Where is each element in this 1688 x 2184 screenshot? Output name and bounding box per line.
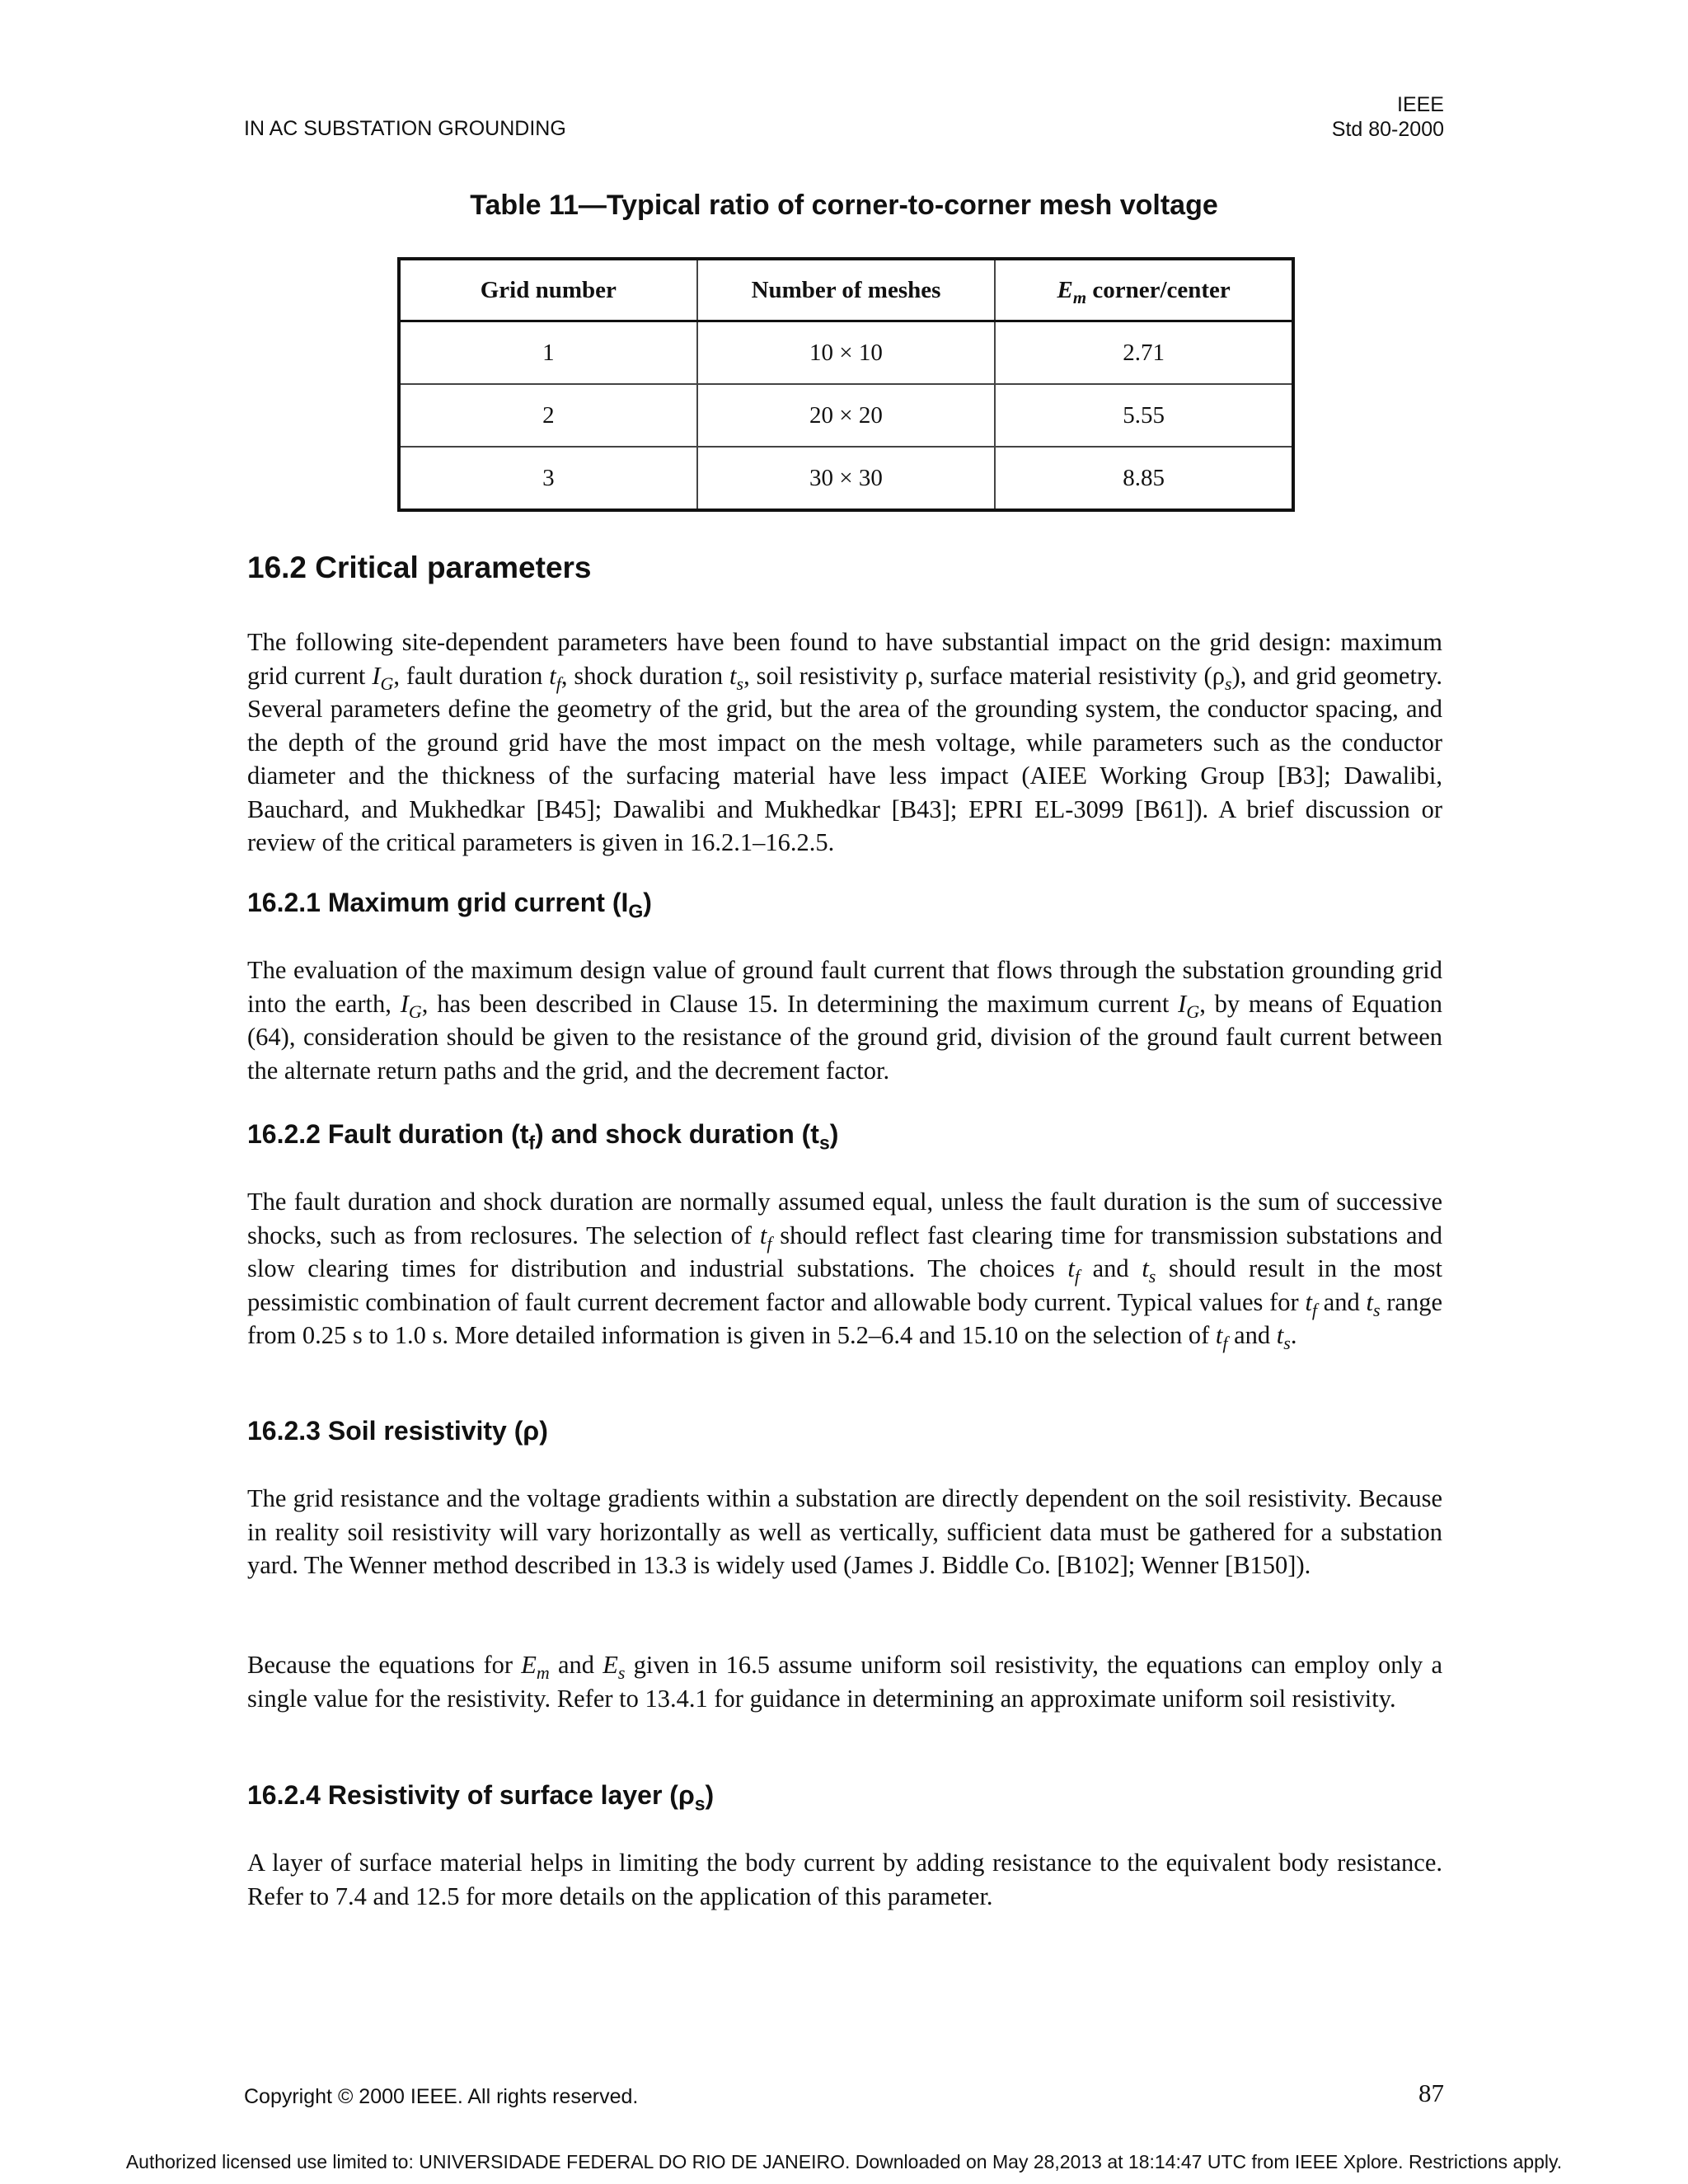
table-cell: 2	[399, 384, 697, 447]
table-row	[399, 447, 1293, 510]
table-row	[399, 321, 1293, 385]
section-16-2-4-body	[247, 1846, 1442, 1913]
table-caption: Table 11—Typical ratio of corner-to-corner mesh voltage	[470, 190, 1218, 221]
section-title: 16.2.2 Fault duration $(t_f)$ and shock duration $(t_s)$	[247, 1119, 839, 1154]
section-16-2-2-body	[247, 1185, 1442, 1352]
license-notice: Authorized licensed use limited to: UNIVERSIDADE FEDERAL DO RIO DE JANEIRO. Downloaded on May 28,2013 at 18:14:47 UTC from IEEE Xplore. Restrictions apply.	[125, 2151, 1563, 2172]
col-header-em-ratio	[995, 259, 1293, 321]
table-cell: 10 × 10	[697, 321, 996, 385]
page-number: 87	[1418, 2079, 1444, 2107]
section-16-2	[247, 551, 1442, 585]
em-subscript: m	[1072, 287, 1087, 307]
em-symbol: E	[1057, 276, 1073, 303]
section-16-2-2	[247, 1119, 1442, 1154]
table-cell: 8.85	[995, 447, 1293, 510]
footer-copyright: Copyright © 2000 IEEE. All rights reserved.	[244, 2085, 639, 2108]
section-16-2-3-body-2	[247, 1648, 1442, 1715]
table-cell: 2.71	[995, 321, 1293, 385]
col-header-grid-number: Grid number	[399, 259, 697, 321]
paragraph: A layer of surface material helps in limiting the body current by adding resistance to the equivalent body resistance. Refer to 7.4 and 12.5 for more details on the application of this parameter.	[247, 1849, 1442, 1910]
table-cell: 1	[399, 321, 697, 385]
section-16-2-1-body	[247, 954, 1442, 1087]
section-title: 16.2 Critical parameters	[247, 551, 592, 584]
table-cell: 5.55	[995, 384, 1293, 447]
section-title: 16.2.1 Maximum grid current $(I_G)$	[247, 888, 652, 922]
table-row	[399, 384, 1293, 447]
header-std-number: Std 80-2000	[1331, 118, 1444, 141]
section-title: 16.2.4 Resistivity of surface layer $(\rho_s)$	[247, 1780, 715, 1815]
section-16-2-body	[247, 626, 1442, 860]
section-16-2-4	[247, 1780, 1442, 1815]
section-16-2-3	[247, 1416, 1442, 1446]
paragraph: The following site-dependent parameters have been found to have substantial impact on the grid design: maximum grid current $I_G$, fault duration $t_f$, shock duration $t_s$, soil resistivity ρ, surface material resistivity $(\rho_s)$, and grid geometry. Several parameters define the geometry of the grid, but the area of the grounding system, the conductor spacing, and the depth of the ground grid have the most impact on the mesh voltage, while parameters such as the conductor diameter and the thickness of the surfacing material have less impact (AIEE Working Group [B3]; Dawalibi, Bauchard, and Mukhedkar [B45]; Dawalibi and Mukhedkar [B43]; EPRI EL-3099 [B61]). A brief discussion or review of the critical parameters is given in 16.2.1–16.2.5.	[247, 628, 1442, 856]
table-cell: 30 × 30	[697, 447, 996, 510]
running-header-title: IN AC SUBSTATION GROUNDING	[244, 117, 566, 140]
section-16-2-3-body	[247, 1482, 1442, 1582]
paragraph: The grid resistance and the voltage gradients within a substation are directly dependent on the soil resistivity. Because in reality soil resistivity will vary horizontally as well as vertically, sufficient data must be gathered for a substation yard. The Wenner method described in 13.3 is widely used (James J. Biddle Co. [B102]; Wenner [B150]).	[247, 1484, 1442, 1579]
col-header-number-of-meshes: Number of meshes	[697, 259, 996, 321]
table-cell: 20 × 20	[697, 384, 996, 447]
col-header-em-label: corner/center	[1092, 276, 1231, 303]
section-title: 16.2.3 Soil resistivity (ρ)	[247, 1416, 548, 1446]
section-16-2-1	[247, 888, 1442, 922]
table-header-row	[399, 259, 1293, 321]
paragraph: The fault duration and shock duration are normally assumed equal, unless the fault duration is the sum of successive shocks, such as from reclosures. The selection of $t_f$ should reflect fast clearing time for transmission substations and slow clearing times for distribution and industrial substations. The choices $t_f$ and $t_s$ should result in the most pessimistic combination of fault current decrement factor and allowable body current. Typical values for $t_f$ and $t_s$ range from 0.25 s to 1.0 s. More detailed information is given in 5.2–6.4 and 15.10 on the selection of $t_f$ and $t_s$.	[247, 1188, 1442, 1354]
running-header-standard	[1332, 92, 1444, 142]
mesh-voltage-table	[397, 257, 1295, 512]
header-ieee: IEEE	[1397, 93, 1444, 116]
paragraph: Because the equations for $E_m$ and $E_s$ given in 16.5 assume uniform soil resistivity, the equations can employ only a single value for the resistivity. Refer to 13.4.1 for guidance in determining an approximate uniform soil resistivity.	[247, 1651, 1442, 1713]
table-cell: 3	[399, 447, 697, 510]
paragraph: The evaluation of the maximum design value of ground fault current that flows through the substation grounding grid into the earth, $I_G$, has been described in Clause 15. In determining the maximum current $I_G$, by means of Equation (64), consideration should be given to the resistance of the ground grid, division of the ground fault current between the alternate return paths and the grid, and the decrement factor.	[247, 956, 1442, 1085]
